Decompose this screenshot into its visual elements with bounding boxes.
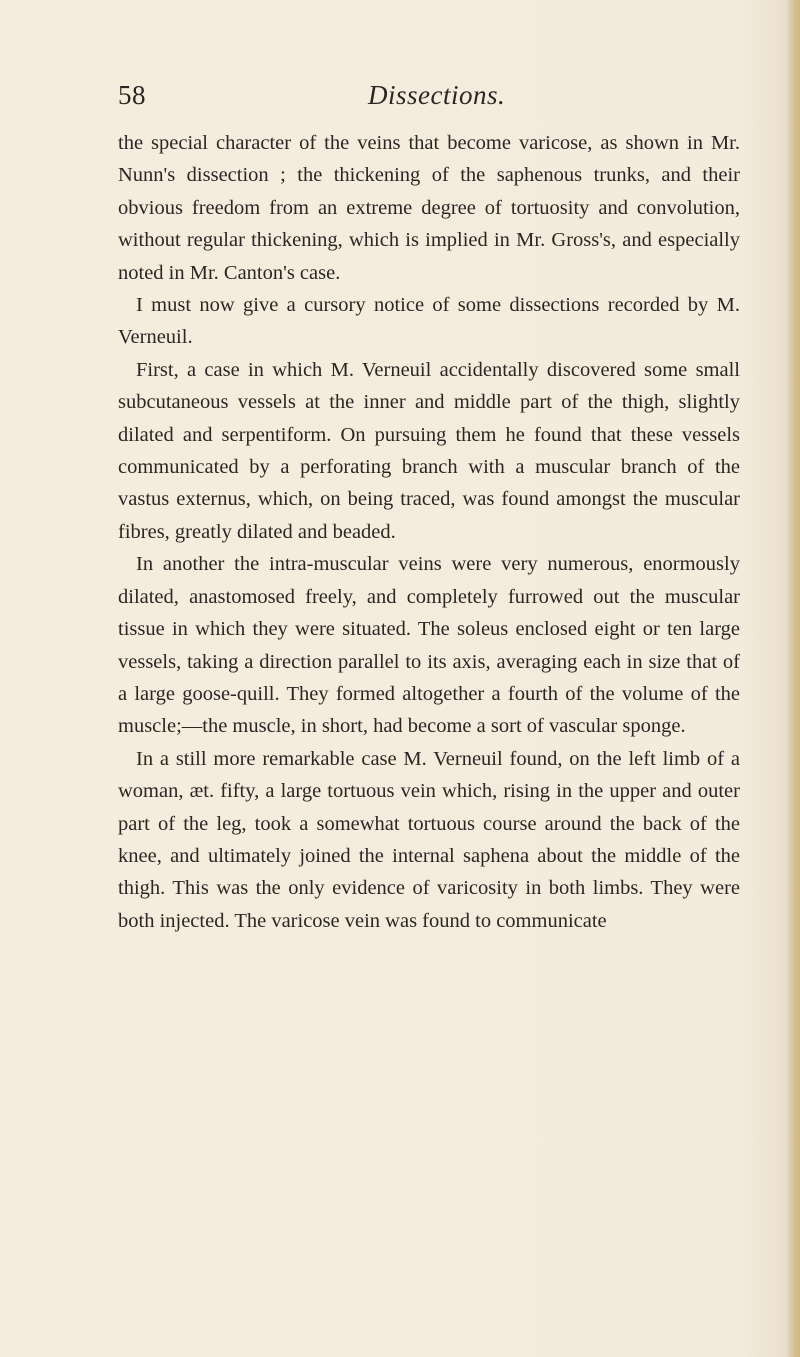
- paragraph: First, a case in which M. Verneuil accidentally discovered some small subcutaneous vessels at the inner and middle part of the thigh, slightly dilated and serpentiform. On pursuing them he found that these vessels communicated by a perforating branch with a muscular branch of the vastus externus, which, on being traced, was found amongst the muscular fibres, greatly dilated and beaded.: [118, 358, 740, 543]
- page-edge-shadow: [786, 0, 800, 1357]
- running-head: Dissections.: [368, 80, 506, 110]
- paragraph: In a still more remarkable case M. Verneuil found, on the left limb of a woman, æt. fifty, a large tortuous vein which, rising in the upper and outer part of the leg, took a somewhat tortuous course around the back of the knee, and ultimately joined the internal saphena about the middle of the thigh. This was the only evidence of varicosity in both limbs. They were both injected. The varicose vein was found to communicate: [118, 747, 740, 932]
- page-number: 58: [118, 80, 146, 110]
- paragraph: I must now give a cursory notice of some dissections recorded by M. Verneuil.: [118, 294, 740, 349]
- paragraph-continued: the special character of the veins that become varicose, as shown in Mr. Nunn's dissection ; the thickening of the saphenous trunks, and their obvious freedom from an extreme degree of tortuosity and convolution, without regular thickening, which is implied in Mr. Gross's, and especially noted in Mr. Canton's case.: [118, 132, 740, 284]
- body-text: [118, 127, 740, 937]
- page-header: [118, 80, 738, 120]
- paragraph: In another the intra-muscular veins were very numerous, enormously dilated, anastomosed freely, and completely furrowed out the muscular tissue in which they were situated. The soleus enclosed eight or ten large vessels, taking a direction parallel to its axis, averaging each in size that of a large goose-quill. They formed altogether a fourth of the volume of the muscle;—the muscle, in short, had become a sort of vascular sponge.: [118, 553, 740, 738]
